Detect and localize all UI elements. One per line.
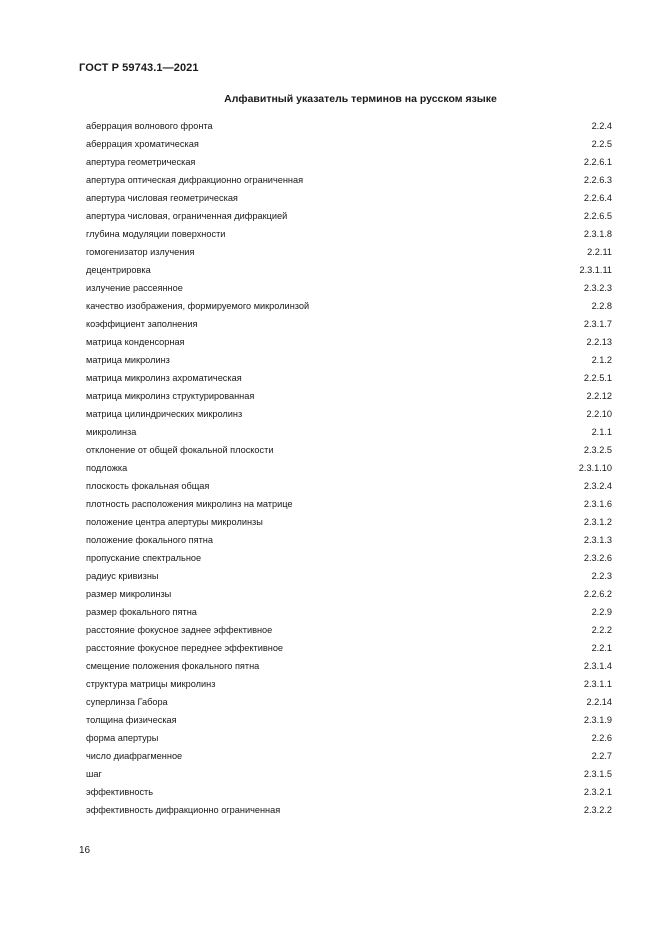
- index-entry-term: гомогенизатор излучения: [86, 247, 195, 257]
- index-entry-reference: 2.1.1: [591, 427, 612, 437]
- index-entry-term: положение фокального пятна: [86, 535, 213, 545]
- index-entry-reference: 2.3.1.3: [583, 535, 612, 545]
- index-entry-reference: 2.3.1.2: [583, 517, 612, 527]
- index-entry-term: шаг: [86, 769, 102, 779]
- index-entry-reference: 2.3.2.1: [583, 787, 612, 797]
- index-entry: [86, 119, 612, 137]
- index-entry-reference: 2.2.2: [591, 625, 612, 635]
- index-entry: [86, 659, 612, 677]
- index-entry-term: форма апертуры: [86, 733, 159, 743]
- index-entry-term: плоскость фокальная общая: [86, 481, 210, 491]
- index-entry-term: число диафрагменное: [86, 751, 183, 761]
- index-entry-term: качество изображения, формируемого микролинзой: [86, 301, 310, 311]
- index-entry: [86, 623, 612, 641]
- index-entry: [86, 749, 612, 767]
- index-entry-term: размер микролинзы: [86, 589, 172, 599]
- index-entry: [86, 155, 612, 173]
- index-entry: [86, 479, 612, 497]
- index-entry-reference: 2.2.5.1: [583, 373, 612, 383]
- index-entry: [86, 695, 612, 713]
- index-entry-reference: 2.3.2.5: [583, 445, 612, 455]
- page-number: 16: [79, 845, 91, 856]
- index-entry-reference: 2.3.2.2: [583, 805, 612, 815]
- index-entry: [86, 713, 612, 731]
- index-entry-term: апертура геометрическая: [86, 157, 196, 167]
- index-entry-term: расстояние фокусное заднее эффективное: [86, 625, 273, 635]
- index-entry: [86, 191, 612, 209]
- index-entry: [86, 443, 612, 461]
- index-entry: [86, 299, 612, 317]
- index-entry-reference: 2.2.7: [591, 751, 612, 761]
- index-entry-term: матрица цилиндрических микролинз: [86, 409, 243, 419]
- index-entry-term: децентрировка: [86, 265, 151, 275]
- index-entry-term: микролинза: [86, 427, 137, 437]
- index-entry-term: суперлинза Габора: [86, 697, 168, 707]
- index-entry: [86, 515, 612, 533]
- index-entry-term: матрица микролинз структурированная: [86, 391, 255, 401]
- index-entry: [86, 677, 612, 695]
- index-entry-term: эффективность: [86, 787, 154, 797]
- index-entry-reference: 2.2.6.4: [583, 193, 612, 203]
- index-entry-reference: 2.2.13: [586, 337, 612, 347]
- index-entry-term: подложка: [86, 463, 128, 473]
- index-entry: [86, 371, 612, 389]
- index-entry-reference: 2.2.6: [591, 733, 612, 743]
- index-entry: [86, 335, 612, 353]
- index-entry-reference: 2.2.6.5: [583, 211, 612, 221]
- index-entry-term: матрица микролинз: [86, 355, 170, 365]
- index-entry-reference: 2.3.1.1: [583, 679, 612, 689]
- index-entry-reference: 2.3.1.9: [583, 715, 612, 725]
- index-entry-reference: 2.3.1.10: [578, 463, 612, 473]
- index-entry: [86, 731, 612, 749]
- index-entry-term: глубина модуляции поверхности: [86, 229, 226, 239]
- index-entry-reference: 2.3.1.7: [583, 319, 612, 329]
- index-entry: [86, 551, 612, 569]
- index-entry-reference: 2.3.1.8: [583, 229, 612, 239]
- index-entry: [86, 137, 612, 155]
- index-entry: [86, 767, 612, 785]
- index-entry-term: отклонение от общей фокальной плоскости: [86, 445, 274, 455]
- index-entry: [86, 209, 612, 227]
- index-entry: [86, 281, 612, 299]
- index-entry: [86, 173, 612, 191]
- index-entry-term: матрица конденсорная: [86, 337, 185, 347]
- index-entry-reference: 2.3.1.5: [583, 769, 612, 779]
- index-entry-term: плотность расположения микролинз на матрице: [86, 499, 293, 509]
- index-entry-reference: 2.3.2.3: [583, 283, 612, 293]
- index-entry: [86, 569, 612, 587]
- index-entry-reference: 2.3.1.11: [579, 265, 612, 275]
- index-entry-term: коэффициент заполнения: [86, 319, 198, 329]
- index-entry-term: аберрация хроматическая: [86, 139, 199, 149]
- index-entry-reference: 2.2.10: [586, 409, 612, 419]
- index-entry-reference: 2.2.6.1: [583, 157, 612, 167]
- index-entry-term: аберрация волнового фронта: [86, 121, 213, 131]
- index-entry: [86, 785, 612, 803]
- index-entry: [86, 245, 612, 263]
- index-entry-term: апертура числовая геометрическая: [86, 193, 238, 203]
- index-entry: [86, 407, 612, 425]
- index-entry: [86, 353, 612, 371]
- index-entry: [86, 803, 612, 821]
- index-entry: [86, 605, 612, 623]
- index-entry-reference: 2.2.1: [591, 643, 612, 653]
- term-index-list: [86, 119, 612, 821]
- index-entry-reference: 2.2.6.2: [583, 589, 612, 599]
- index-entry: [86, 461, 612, 479]
- index-entry-term: эффективность дифракционно ограниченная: [86, 805, 281, 815]
- index-entry-term: размер фокального пятна: [86, 607, 197, 617]
- index-entry: [86, 425, 612, 443]
- index-entry-reference: 2.2.9: [591, 607, 612, 617]
- index-entry-reference: 2.2.3: [591, 571, 612, 581]
- index-entry: [86, 641, 612, 659]
- index-entry-term: толщина физическая: [86, 715, 177, 725]
- index-entry-term: радиус кривизны: [86, 571, 159, 581]
- index-entry-reference: 2.2.6.3: [583, 175, 612, 185]
- index-entry-term: апертура числовая, ограниченная дифракцией: [86, 211, 288, 221]
- index-entry-reference: 2.3.2.6: [583, 553, 612, 563]
- index-entry-term: излучение рассеянное: [86, 283, 183, 293]
- index-entry: [86, 533, 612, 551]
- standard-designation: ГОСТ Р 59743.1—2021: [79, 62, 199, 74]
- index-title: Алфавитный указатель терминов на русском языке: [224, 93, 497, 105]
- index-entry-reference: 2.2.4: [591, 121, 612, 131]
- index-entry-reference: 2.2.11: [587, 247, 612, 257]
- index-entry-reference: 2.2.5: [591, 139, 612, 149]
- index-entry-reference: 2.3.2.4: [583, 481, 612, 491]
- index-entry-reference: 2.3.1.4: [583, 661, 612, 671]
- index-entry: [86, 389, 612, 407]
- index-entry-term: матрица микролинз ахроматическая: [86, 373, 242, 383]
- index-entry-reference: 2.3.1.6: [583, 499, 612, 509]
- index-entry-term: структура матрицы микролинз: [86, 679, 216, 689]
- index-entry: [86, 317, 612, 335]
- index-entry: [86, 587, 612, 605]
- index-entry-reference: 2.2.8: [591, 301, 612, 311]
- index-entry-term: пропускание спектральное: [86, 553, 202, 563]
- index-entry-reference: 2.2.14: [586, 697, 612, 707]
- index-entry: [86, 227, 612, 245]
- index-entry: [86, 497, 612, 515]
- index-entry-reference: 2.2.12: [586, 391, 612, 401]
- index-entry-term: апертура оптическая дифракционно ограниченная: [86, 175, 304, 185]
- index-entry-term: положение центра апертуры микролинзы: [86, 517, 263, 527]
- index-entry: [86, 263, 612, 281]
- index-entry-reference: 2.1.2: [591, 355, 612, 365]
- index-entry-term: расстояние фокусное переднее эффективное: [86, 643, 284, 653]
- index-entry-term: смещение положения фокального пятна: [86, 661, 260, 671]
